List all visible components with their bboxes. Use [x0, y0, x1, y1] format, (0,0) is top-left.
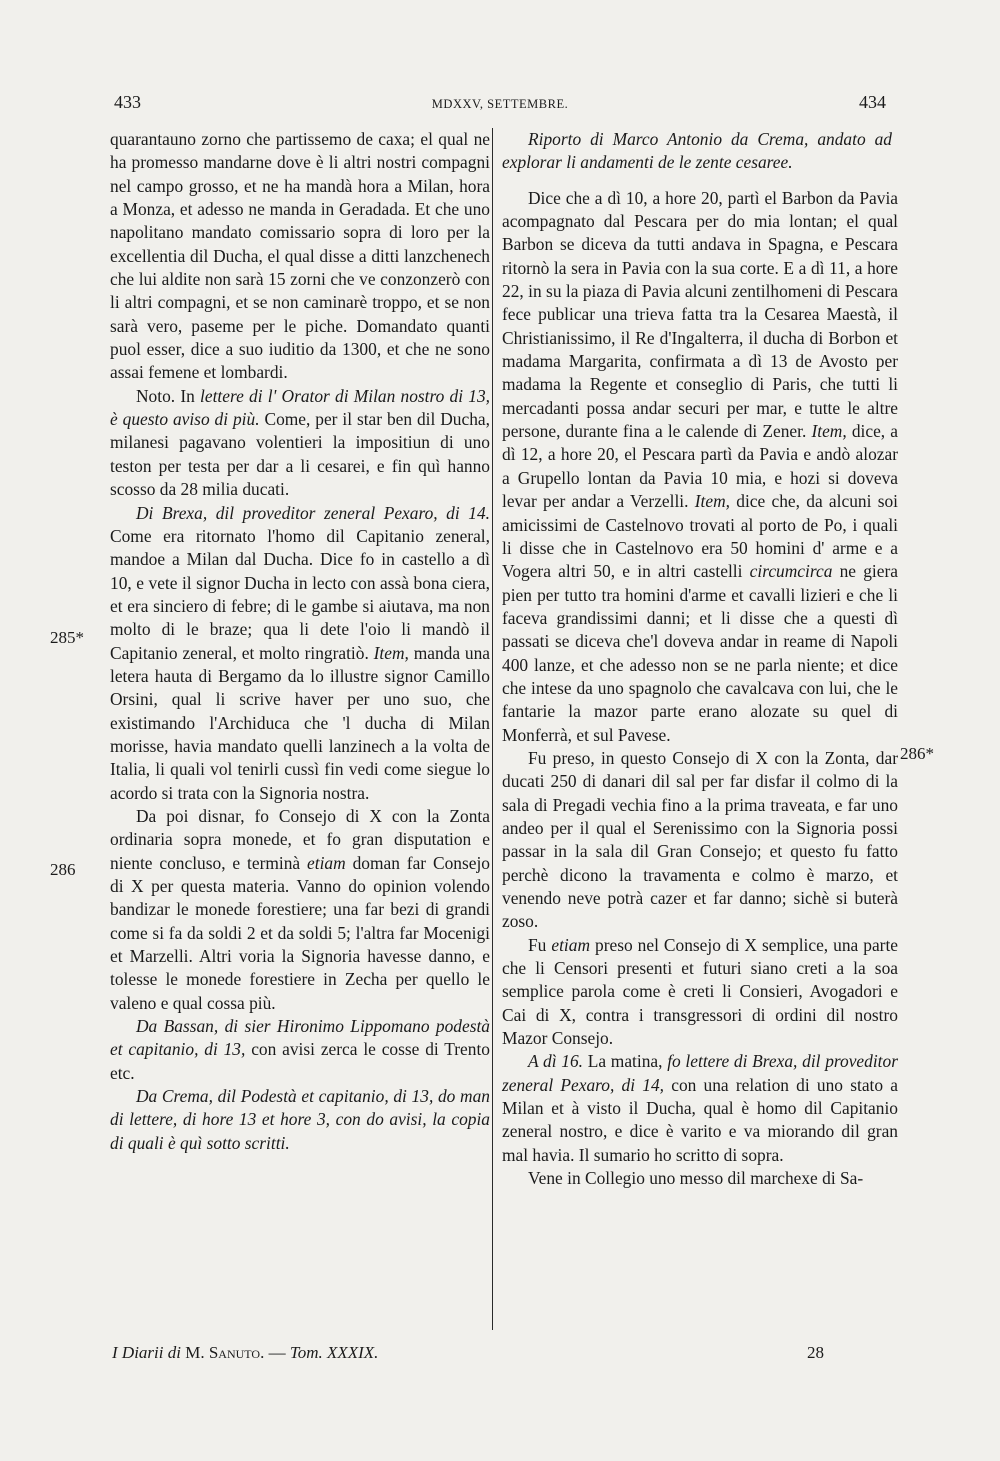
page-number-right: 434	[859, 92, 886, 112]
right-column	[502, 128, 898, 1190]
paragraph: Noto. In lettere di l' Orator di Milan nostro di 13, è questo aviso di più. Come, per il star ben dil Ducha, milanesi pagavano volentieri la impositiun di uno teston per testa per dar a li cesarei, e fin quì hanno scosso da 28 milia ducati.	[110, 385, 490, 500]
page-number-left: 433	[114, 92, 141, 112]
column-divider	[492, 128, 493, 1330]
paragraph: Dice che a dì 10, a hore 20, partì el Barbon da Pavia acompagnato dal Pescara per do mia lontan; el qual Barbon se diceva da tutti andava in Spagna, e Pescara ritornò la sera in Pavia con la sua corte. E a dì 11, a hore 22, in su la piaza di Pavia alcuni zentilhomeni di Pescara fece publicar una trieva fatta tra la Cesarea Maestà, il Christianissimo, il Re d'Ingalterra, il ducha di Borbon et madama Margarita, confirmata a dì 13 de Avosto per madama la Regente et conseglio di Paris, che tutti li mercadanti possa andar securi per mar, e tutte le altre persone, durante fina a le calende di Zener. Item, dice, a dì 12, a hore 20, el Pescara partì da Pavia e andò alozar a Grupello lontan da Pavia 10 mia, e hozi si doveva levar per andar a Verzelli. Item, dice che, da alcuni soi amicissimi de Castelnovo trovati al porto de Po, i quali li disse che in Castelnovo era 50 homini d' arme e a Vogera altri 50, e in altri castelli circumcirca ne giera pien per tutto tra homini d'arme et cavalli lizieri e che li faceva grandissimi danni; et li disse che a questi dì passati se diceva che'l doveva andar in reame di Napoli 400 lanze, et che adesso non se ne parla niente; et dice che intese da uno spagnolo che cavalcava con lui, che le fantarie la mazor parte erano alozate su quel di Monferrà, et sul Pavese.	[502, 187, 898, 745]
paragraph: Da Crema, dil Podestà et capitanio, di 13, do man di lettere, di hore 13 et hore 3, con do avisi, la copia di quali è quì sotto scritti.	[110, 1086, 490, 1153]
paragraph: Fu preso, in questo Consejo di X con la Zonta, dar ducati 250 di danari dil sal per far disfar il colmo di la sala di Pregadi vechia fino a la prima traveata, e far uno andeo per il qual el Serenissimo con la Signoria possi passar in la sala dil Gran Consejo; et questo fu fatto perchè dicono la travamenta e colmo è marzo, et venendo neve potrà cazer et far danno; sichè si buterà zoso.	[502, 747, 898, 932]
paragraph: Da Bassan, di sier Hironimo Lippomano podestà et capitanio, di 13, con avisi zerca le cosse di Trento etc.	[110, 1016, 490, 1083]
paragraph: quarantauno zorno che partissemo de caxa; el qual ne ha promesso mandarne dove è li altri nostri compagni nel campo grosso, et ne ha mandà hora a Milan, hora a Monza, et adesso ne manda in Geradada. Et che uno napolitano mandato comissario sopra di loro per la excellentia dil Ducha, el qual disse a ditti lanzchenech che lui aldite non sarà 15 zorni che ve conzonzerò con li altri compagni, et se non caminarè troppo, et se non sarà vero, paseme per le piche. Domandato quanti puol esser, dice a suo iuditio da 1300, et che ne sono assai femene et lombardi.	[110, 129, 490, 383]
paragraph: Di Brexa, dil proveditor zeneral Pexaro, di 14. Come era ritornato l'homo dil Capitanio zeneral, mandoe a Milan dal Ducha. Dice fo in castello a dì 10, e vete il signor Ducha in lecto con assà bona ciera, et era sinciero di febre; di le gambe si aiutava, ma non molto di le braze; qua li dete l'oio li mandò il Capitanio zeneral, et molto ringratiò. Item, manda una letera hauta di Bergamo da lo illustre signor Camillo Orsini, qual li scrive haver per uno suo, che existimando l'Archiduca che 'l ducha di Milan morisse, havia mandato quelli lanzinech a la volta de Italia, li quali vol tenirli cussì fin vedi come siegue lo acordo si trata con la Signoria nostra.	[110, 502, 490, 803]
running-header: MDXXV, SETTEMBRE.	[431, 97, 569, 111]
section-title: Riporto di Marco Antonio da Crema, andato ad explorar li andamenti de le zente cesaree.	[502, 129, 892, 173]
paragraph: Vene in Collegio uno messo dil marchexe di Sa-	[528, 1168, 864, 1189]
margin-number: 286*	[900, 744, 934, 763]
paragraph: Da poi disnar, fo Consejo di X con la Zonta ordinaria sopra monede, et fo gran disputation e niente concluso, e terminà etiam doman far Consejo di X per questa materia. Vanno do opinion volendo bandizar le monede forestiere; una far bezi di grandi come si fa da soldi 2 et da soldi 5; l'altra far Mocenigi et Marzelli. Altri voria la Signoria havesse danno, e tolesse le monede forestiere in Zecha per quello le valeno e qual cossa più.	[110, 805, 490, 1013]
margin-number: 285*	[50, 628, 84, 647]
margin-number: 286	[50, 860, 76, 879]
left-column	[110, 128, 490, 1155]
signature-number: 28	[807, 1343, 824, 1362]
paragraph: A dì 16. La matina, fo lettere di Brexa, dil proveditor zeneral Pexaro, di 14, con una relation di uno stato a Milan et à visto il Ducha, qual è homo dil Capitanio zeneral nostro, e dice è varito e va miorando dil gran mal havia. Il sumario ho scritto di sopra.	[502, 1051, 898, 1165]
paragraph: Fu etiam preso nel Consejo di X semplice, una parte che li Censori presenti et futuri siano creti a la soa semplice parola come è creti li Consieri, Avogadori e Cai di X, contra i transgressori di ordini dil nostro Mazor Consejo.	[502, 934, 899, 1049]
footer-citation: I Diarii di M. Sanuto. — Tom. XXXIX.	[112, 1343, 379, 1362]
